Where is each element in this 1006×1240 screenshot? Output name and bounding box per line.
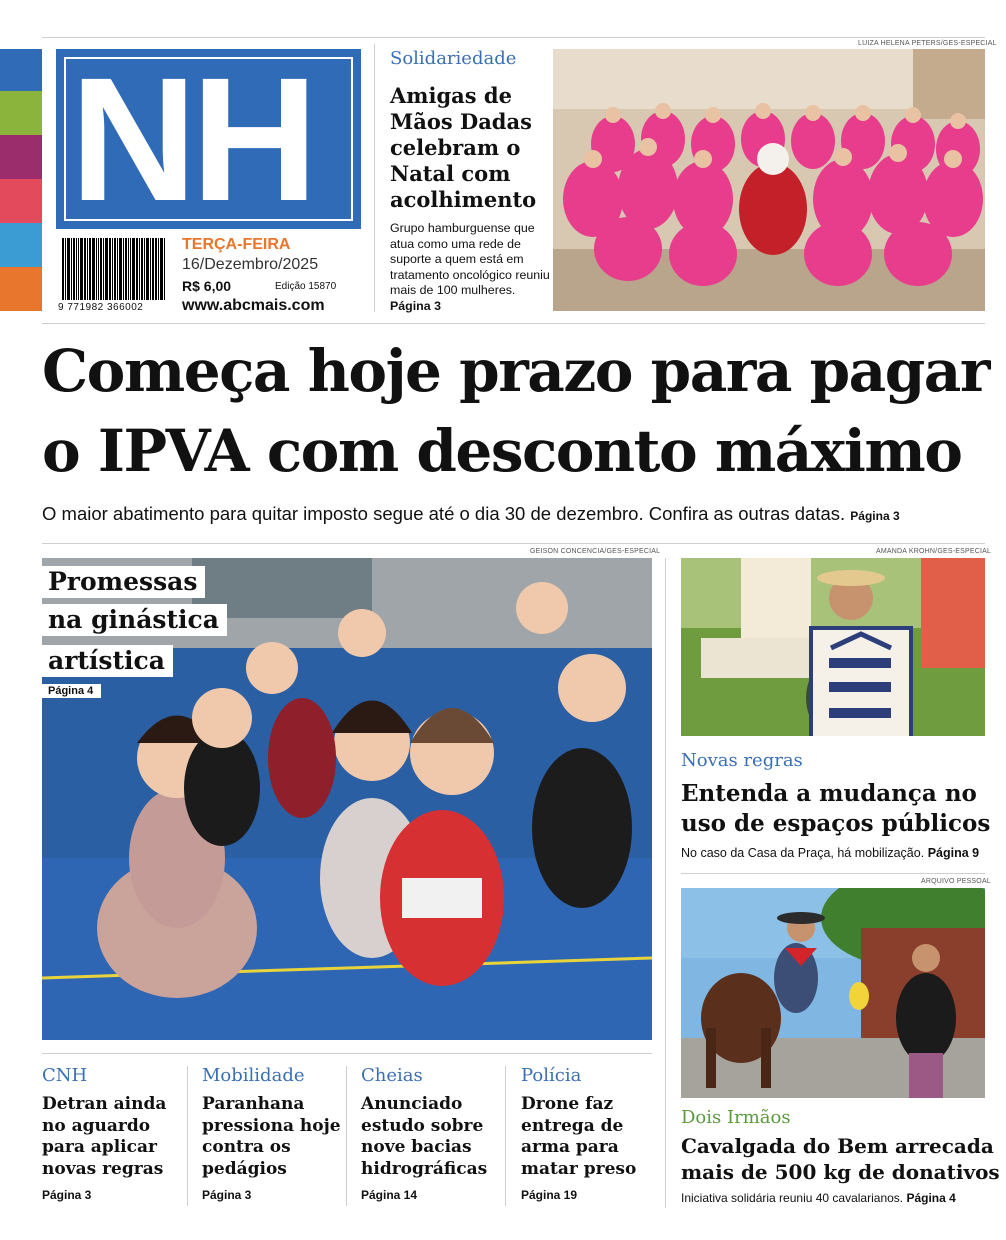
rules-deck: No caso da Casa da Praça, há mobilização. Página 9 (681, 846, 980, 860)
main-headline-line2[interactable]: o IPVA com desconto máximo (42, 417, 962, 485)
barcode (62, 238, 168, 300)
gymnastics-photo-credit: GEISON CONCENCIA/GES-ESPECIAL (530, 548, 661, 555)
brief-divider-3 (505, 1066, 506, 1206)
gymnastics-title-line2[interactable]: na ginástica (48, 605, 219, 634)
rules-photo-credit: AMANDA KROHN/GES-ESPECIAL (876, 548, 992, 555)
logo-text: NH (70, 42, 313, 238)
brief-cnh-page: Página 3 (42, 1188, 92, 1202)
casa-praca-photo (681, 558, 985, 736)
main-page: Página 3 (850, 509, 900, 523)
brief-mobilidade-kicker: Mobilidade (202, 1065, 305, 1086)
gymnastics-title-line3[interactable]: artística (48, 646, 165, 675)
column-divider (665, 558, 666, 1208)
brief-cheias-kicker: Cheias (361, 1065, 423, 1086)
main-deck: O maior abatimento para quitar imposto segue até o dia 30 de dezembro. Confira as outras datas. Página 3 (42, 503, 900, 524)
cavalgada-deck: Iniciativa solidária reuniu 40 cavalarianos. Página 4 (681, 1191, 956, 1205)
nh-logo[interactable] (56, 42, 361, 238)
brief-cheias-page: Página 14 (361, 1188, 418, 1202)
top-story-deck: Grupo hamburguense que atua como uma rede de suporte a quem está em tratamento oncológico reuniu mais de 100 mulheres. Página 3 (390, 221, 550, 313)
issue-date: 16/Dezembro/2025 (182, 256, 319, 273)
brief-mobilidade-page: Página 3 (202, 1188, 252, 1202)
strip-purple (0, 135, 42, 179)
strip-blue (0, 49, 42, 91)
strip-green (0, 91, 42, 135)
gymnastics-title-line3-box (42, 645, 173, 677)
casa-praca-illustration (681, 558, 985, 736)
group-photo-illustration (553, 49, 985, 311)
strip-cyan (0, 223, 42, 267)
strip-red (0, 179, 42, 223)
gymnastics-title-line1-box (42, 566, 205, 598)
masthead-divider (374, 44, 375, 312)
group-photo (553, 49, 985, 311)
cavalgada-illustration (681, 888, 985, 1098)
brief-cnh-kicker: CNH (42, 1065, 88, 1086)
masthead-bottom-rule (42, 323, 985, 324)
main-bottom-rule (42, 543, 985, 544)
cavalgada-photo (681, 888, 985, 1098)
briefs-top-rule (42, 1053, 652, 1054)
main-headline-line1[interactable]: Começa hoje prazo para pagar (42, 337, 989, 405)
edition: Edição 15870 (275, 281, 337, 292)
website-link[interactable]: www.abcmais.com (182, 297, 325, 314)
weekday: TERÇA-FEIRA (182, 236, 291, 253)
rules-headline[interactable]: Entenda a mudança no uso de espaços públicos (681, 780, 991, 837)
cavalgada-kicker: Dois Irmãos (681, 1107, 791, 1128)
brief-mobilidade-headline[interactable]: Paranhana pressiona hoje contra os pedágios (202, 1094, 341, 1179)
top-story-headline[interactable]: Amigas de Mãos Dadas celebram o Natal com acolhimento (390, 83, 537, 212)
strip-orange (0, 267, 42, 311)
rules-kicker: Novas regras (681, 750, 803, 771)
cavalgada-headline[interactable]: Cavalgada do Bem arrecada mais de 500 kg de donativos (681, 1134, 1000, 1184)
rules-page: Página 9 (927, 846, 980, 860)
barcode-number: 9 771982 366002 (58, 302, 144, 313)
brief-policia-headline[interactable]: Drone faz entrega de arma para matar preso (521, 1094, 637, 1179)
cavalgada-photo-credit: ARQUIVO PESSOAL (921, 878, 991, 885)
gymnastics-page: Página 4 (42, 684, 101, 698)
brief-divider-1 (187, 1066, 188, 1206)
brief-policia-page: Página 19 (521, 1188, 578, 1202)
brief-policia-kicker: Polícia (521, 1065, 582, 1086)
top-story-page: Página 3 (390, 298, 441, 313)
top-rule (42, 37, 985, 38)
brief-cnh-headline[interactable]: Detran ainda no aguardo para aplicar novas regras (42, 1094, 167, 1179)
brief-cheias-headline[interactable]: Anunciado estudo sobre nove bacias hidrográficas (361, 1094, 488, 1179)
cavalgada-page: Página 4 (906, 1191, 956, 1205)
top-photo-credit: LUIZA HELENA PETERS/GES-ESPECIAL (858, 40, 997, 47)
right-column-rule (681, 873, 985, 874)
price: R$ 6,00 (182, 278, 232, 294)
gymnastics-title-line2-box (42, 604, 227, 636)
gymnastics-title-line1[interactable]: Promessas (48, 567, 198, 596)
brief-divider-2 (346, 1066, 347, 1206)
top-story-kicker: Solidariedade (390, 48, 517, 69)
